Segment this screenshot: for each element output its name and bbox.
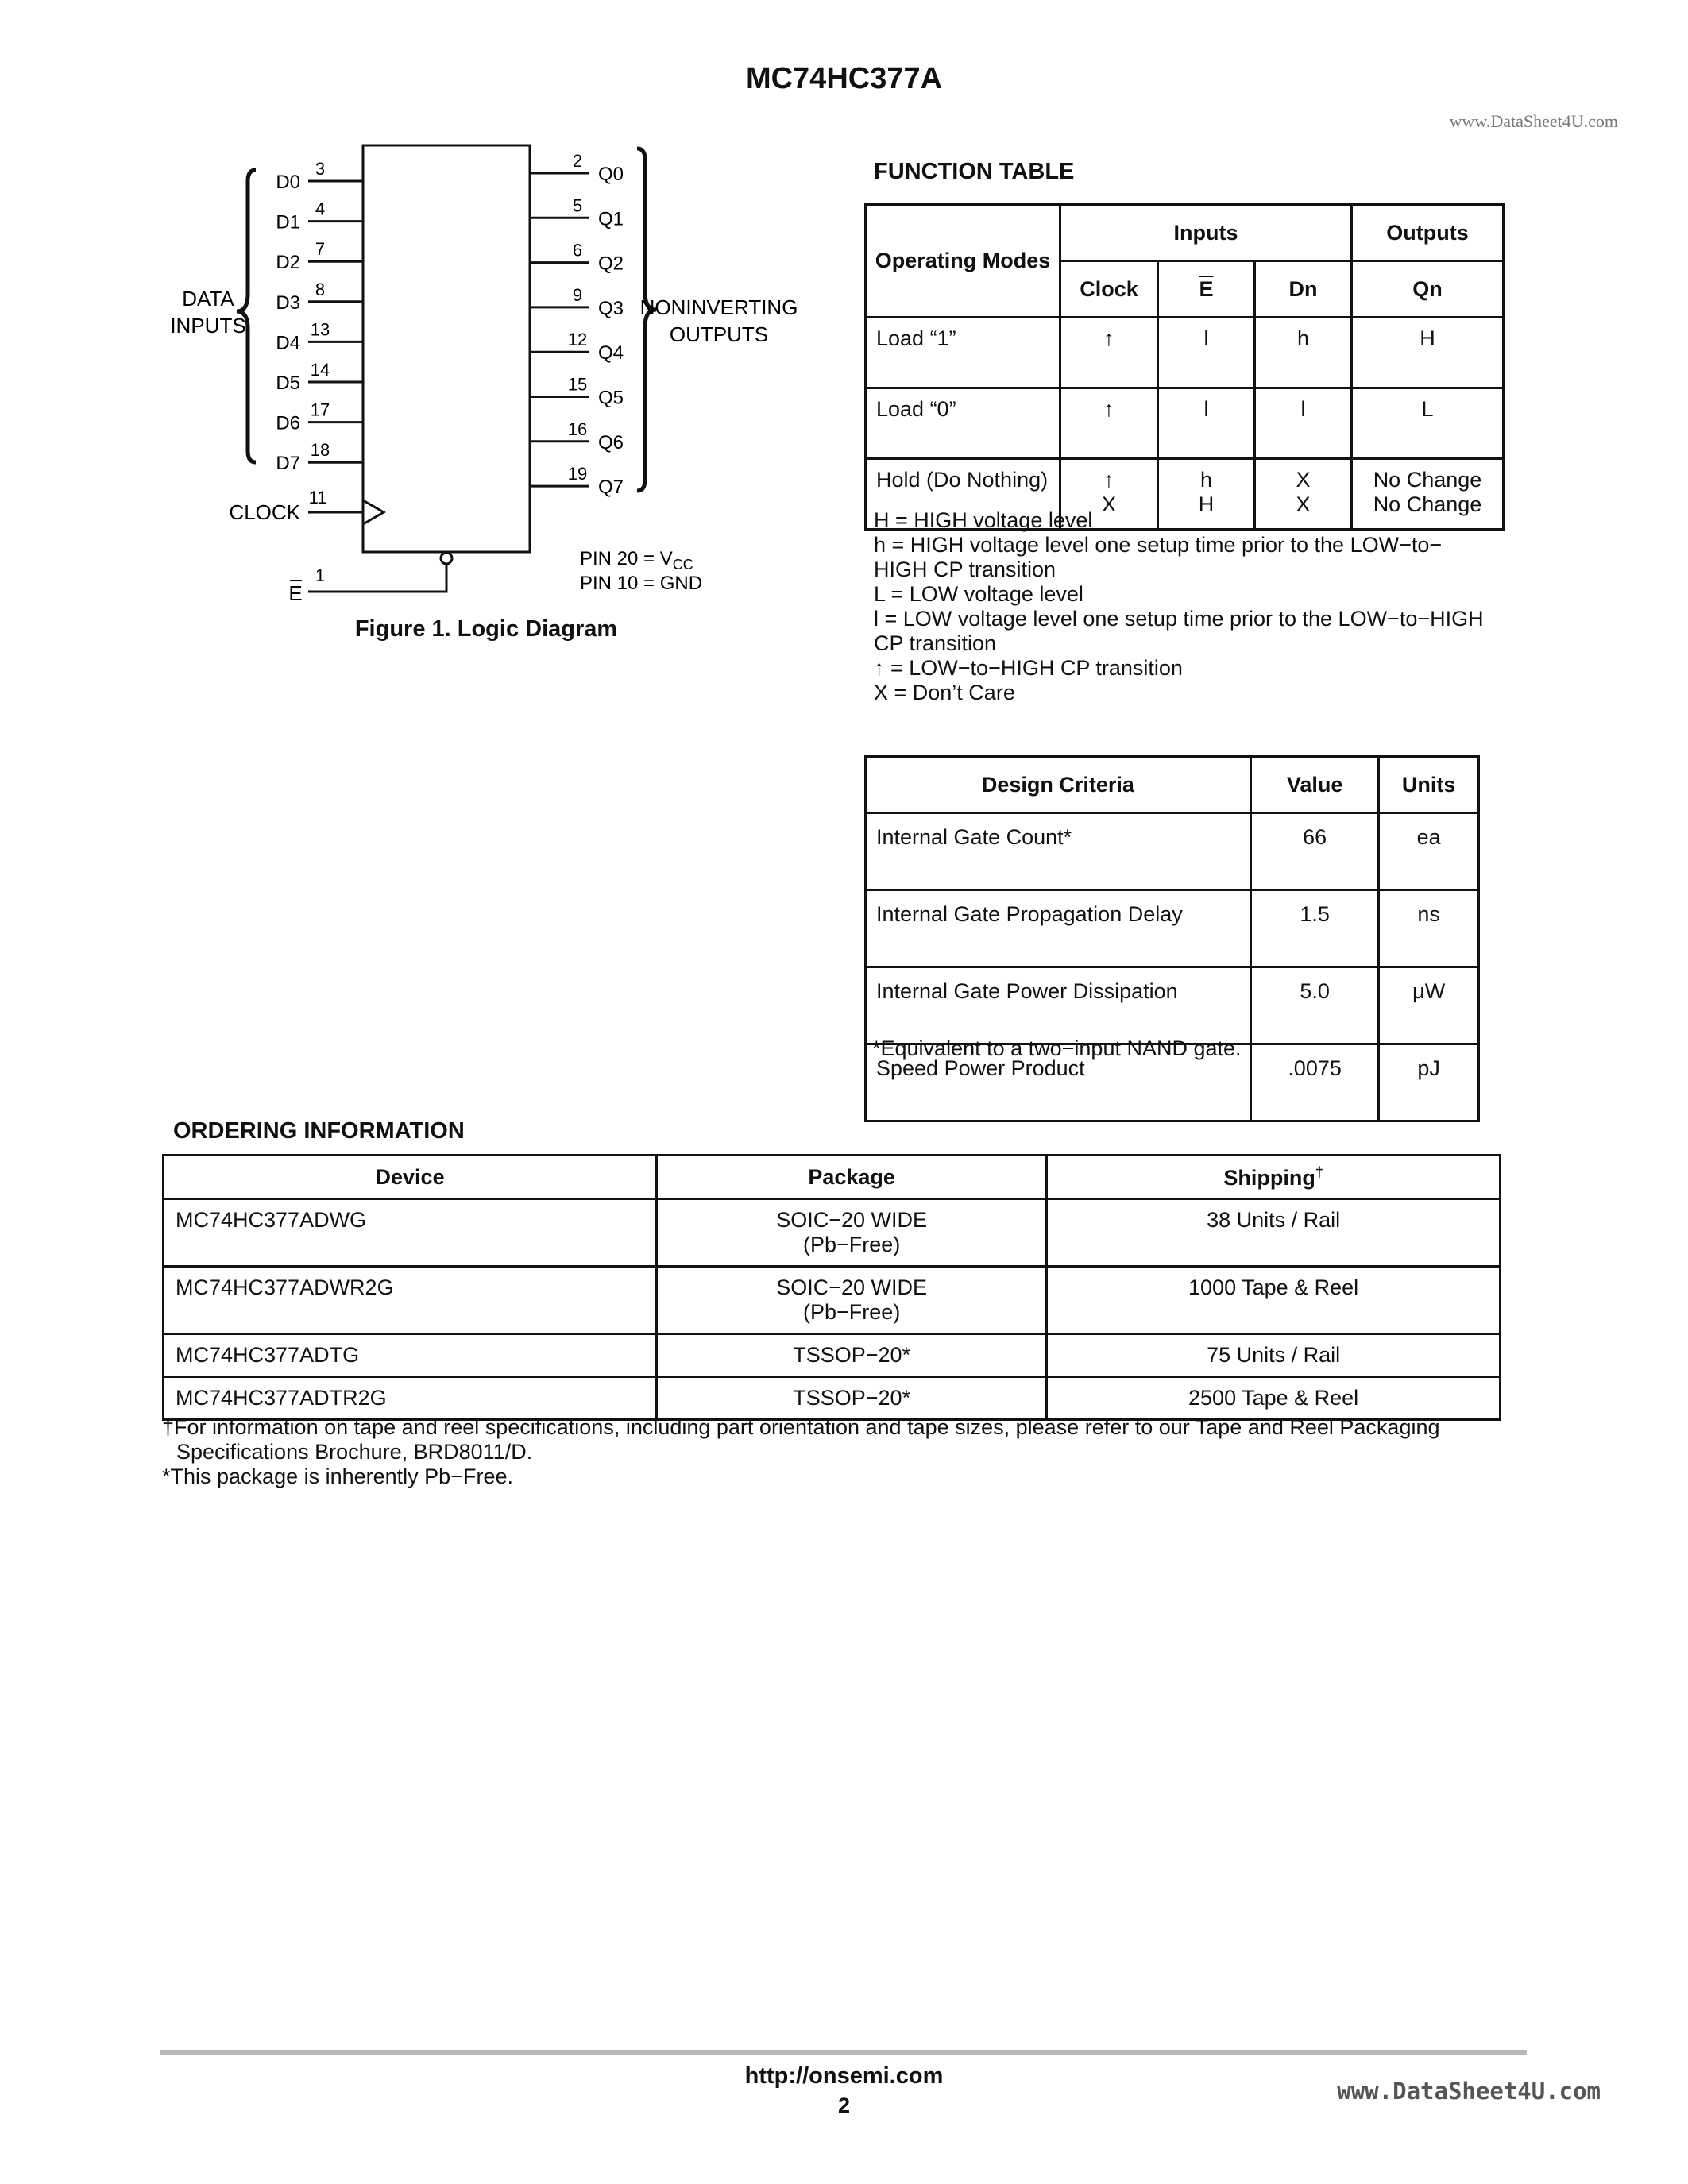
- input-label-d7: D7: [276, 453, 300, 475]
- ordering-table: [162, 1154, 1501, 1421]
- enable-line: [308, 564, 446, 592]
- table-row: [866, 967, 1479, 1044]
- ft-cell: l: [1255, 388, 1352, 459]
- dc-cell: 66: [1250, 813, 1379, 890]
- ft-cell: ↑: [1060, 318, 1158, 388]
- ft-header-clock: Clock: [1060, 261, 1158, 318]
- function-table-title: FUNCTION TABLE: [874, 159, 1075, 184]
- oi-header-package: Package: [657, 1156, 1047, 1199]
- clock-triangle: [363, 500, 384, 524]
- ft-cell: L: [1352, 388, 1504, 459]
- oi-cell: 2500 Tape & Reel: [1047, 1377, 1501, 1420]
- page-number: 2: [837, 2093, 851, 2117]
- output-pin-q4: 12: [567, 330, 588, 350]
- ordering-title: ORDERING INFORMATION: [173, 1118, 465, 1144]
- oi-cell: SOIC−20 WIDE (Pb−Free): [657, 1199, 1047, 1267]
- ft-cell: l: [1158, 388, 1255, 459]
- dc-cell: Internal Gate Count*: [866, 813, 1251, 890]
- output-brace: [637, 149, 656, 491]
- outputs-label-line1: NONINVERTING: [639, 295, 798, 319]
- table-row: [164, 1199, 1501, 1267]
- dc-cell: .0075: [1250, 1044, 1379, 1121]
- ft-cell: ↑ X: [1060, 459, 1158, 530]
- gnd-label: PIN 10 = GND: [580, 573, 703, 594]
- oi-cell: MC74HC377ADWR2G: [164, 1267, 657, 1334]
- page-title: MC74HC377A: [745, 62, 943, 95]
- output-pin-q1: 5: [572, 195, 583, 216]
- table-row: [866, 890, 1479, 967]
- data-inputs-label-line2: INPUTS: [170, 314, 246, 338]
- output-label-q6: Q6: [598, 431, 624, 453]
- data-inputs-label-line1: DATA: [182, 287, 234, 311]
- dc-header-criteria: Design Criteria: [866, 757, 1251, 813]
- oi-header-device: Device: [164, 1156, 657, 1199]
- clock-pin: 11: [308, 488, 327, 507]
- output-label-q0: Q0: [598, 164, 624, 185]
- enable-bubble: [441, 553, 452, 564]
- dc-header-value: Value: [1250, 757, 1379, 813]
- ft-header-outputs: Outputs: [1352, 205, 1504, 261]
- input-label-d6: D6: [276, 412, 300, 434]
- input-label-d0: D0: [276, 172, 300, 193]
- output-pin-q2: 6: [572, 240, 583, 260]
- watermark-bottom: www.DataSheet4U.com: [1337, 2078, 1601, 2105]
- table-row: [866, 813, 1479, 890]
- input-pin-d2: 7: [315, 239, 326, 260]
- oi-cell: 38 Units / Rail: [1047, 1199, 1501, 1267]
- ft-header-dn: Dn: [1255, 261, 1352, 318]
- output-label-q2: Q2: [598, 253, 624, 275]
- design-criteria-note: *Equivalent to a two−input NAND gate.: [872, 1036, 1242, 1060]
- ft-row-load0: [866, 388, 1504, 459]
- dc-cell: 1.5: [1250, 890, 1379, 967]
- oi-cell: TSSOP−20*: [657, 1377, 1047, 1420]
- ft-cell: h H: [1158, 459, 1255, 530]
- input-pin-d3: 8: [315, 279, 326, 299]
- dc-cell: Internal Gate Power Dissipation: [866, 967, 1251, 1044]
- vcc-label: PIN $20 = V_{CC}$: [580, 548, 693, 573]
- ft-row-load1: [866, 318, 1504, 388]
- output-pin-q5: 15: [567, 374, 588, 395]
- input-label-d1: D1: [276, 211, 300, 233]
- output-pin-q0: 2: [572, 151, 583, 171]
- input-label-d5: D5: [276, 372, 300, 394]
- figure-caption: Figure 1. Logic Diagram: [354, 616, 618, 642]
- output-label-q1: Q1: [598, 208, 624, 230]
- ft-cell: h: [1255, 318, 1352, 388]
- dc-header-units: Units: [1379, 757, 1479, 813]
- output-label-q7: Q7: [598, 477, 624, 499]
- ft-header-modes: Operating Modes: [866, 205, 1060, 318]
- ft-cell: No Change No Change: [1352, 459, 1504, 530]
- dc-cell: ns: [1379, 890, 1479, 967]
- watermark-top: www.DataSheet4U.com: [1449, 111, 1618, 131]
- clock-label: CLOCK: [229, 500, 300, 524]
- outputs-label-line2: OUTPUTS: [669, 322, 769, 346]
- logic-diagram: [159, 135, 798, 627]
- input-label-d3: D3: [276, 291, 300, 314]
- input-pin-d4: 13: [310, 319, 330, 340]
- dc-cell: Internal Gate Propagation Delay: [866, 890, 1251, 967]
- oi-cell: MC74HC377ADTG: [164, 1334, 657, 1377]
- ft-cell: Load “1”: [866, 318, 1060, 388]
- output-label-q4: Q4: [598, 342, 624, 365]
- output-pin-q6: 16: [567, 419, 588, 439]
- design-criteria-table: [864, 755, 1480, 1122]
- dc-cell: μW: [1379, 967, 1479, 1044]
- oi-cell: 1000 Tape & Reel: [1047, 1267, 1501, 1334]
- table-row: [164, 1377, 1501, 1420]
- output-label-q5: Q5: [598, 387, 624, 409]
- output-label-q3: Q3: [598, 297, 624, 319]
- dc-cell: Speed Power Product: [866, 1044, 1251, 1121]
- input-label-d4: D4: [276, 332, 300, 354]
- oi-cell: TSSOP−20*: [657, 1334, 1047, 1377]
- input-pin-d6: 17: [310, 399, 330, 420]
- input-pin-d0: 3: [315, 159, 326, 179]
- ft-cell: Load “0”: [866, 388, 1060, 459]
- dc-cell: pJ: [1379, 1044, 1479, 1121]
- ft-cell: X X: [1255, 459, 1352, 530]
- function-table-legend: H = HIGH voltage level h = HIGH voltage level one setup time prior to the LOW−to− HIGH CP transition L = LOW voltage level l = LOW voltage level one setup time prior to the LOW−to−HIGH CP transition ↑ = LOW−to−HIGH CP transition X = Don’t Care: [874, 508, 1484, 704]
- ft-cell: ↑: [1060, 388, 1158, 459]
- output-pin-q3: 9: [572, 284, 583, 305]
- footer-divider: [160, 2050, 1527, 2055]
- ft-header-inputs: Inputs: [1060, 205, 1352, 261]
- ordering-notes: †For information on tape and reel specifications, including part orientation and tape sizes, please refer to our Tape and Reel Packaging Specifications Brochure, BRD8011/D. *This package is inherently Pb−Free.: [162, 1415, 1440, 1488]
- dc-cell: 5.0: [1250, 967, 1379, 1044]
- oi-cell: MC74HC377ADTR2G: [164, 1377, 657, 1420]
- table-row: [164, 1267, 1501, 1334]
- ic-body: [363, 145, 530, 552]
- ft-cell: H: [1352, 318, 1504, 388]
- input-pin-d7: 18: [310, 440, 330, 461]
- oi-header-shipping: Shipping†: [1047, 1156, 1501, 1199]
- ft-cell: l: [1158, 318, 1255, 388]
- input-pin-d5: 14: [310, 360, 330, 380]
- output-pin-q7: 19: [567, 464, 588, 484]
- ft-header-qn: Qn: [1352, 261, 1504, 318]
- footer-url[interactable]: http://onsemi.com: [744, 2063, 944, 2089]
- enable-pin: 1: [315, 565, 326, 585]
- oi-cell: SOIC−20 WIDE (Pb−Free): [657, 1267, 1047, 1334]
- input-label-d2: D2: [276, 252, 300, 274]
- oi-cell: 75 Units / Rail: [1047, 1334, 1501, 1377]
- function-table: [864, 203, 1505, 531]
- ft-cell: Hold (Do Nothing): [866, 459, 1060, 530]
- table-row: [164, 1334, 1501, 1377]
- input-pin-d1: 4: [315, 199, 326, 219]
- dc-cell: ea: [1379, 813, 1479, 890]
- enable-label: E: [288, 581, 303, 605]
- oi-cell: MC74HC377ADWG: [164, 1199, 657, 1267]
- ft-header-e: $\overline{E}$: [1158, 261, 1255, 318]
